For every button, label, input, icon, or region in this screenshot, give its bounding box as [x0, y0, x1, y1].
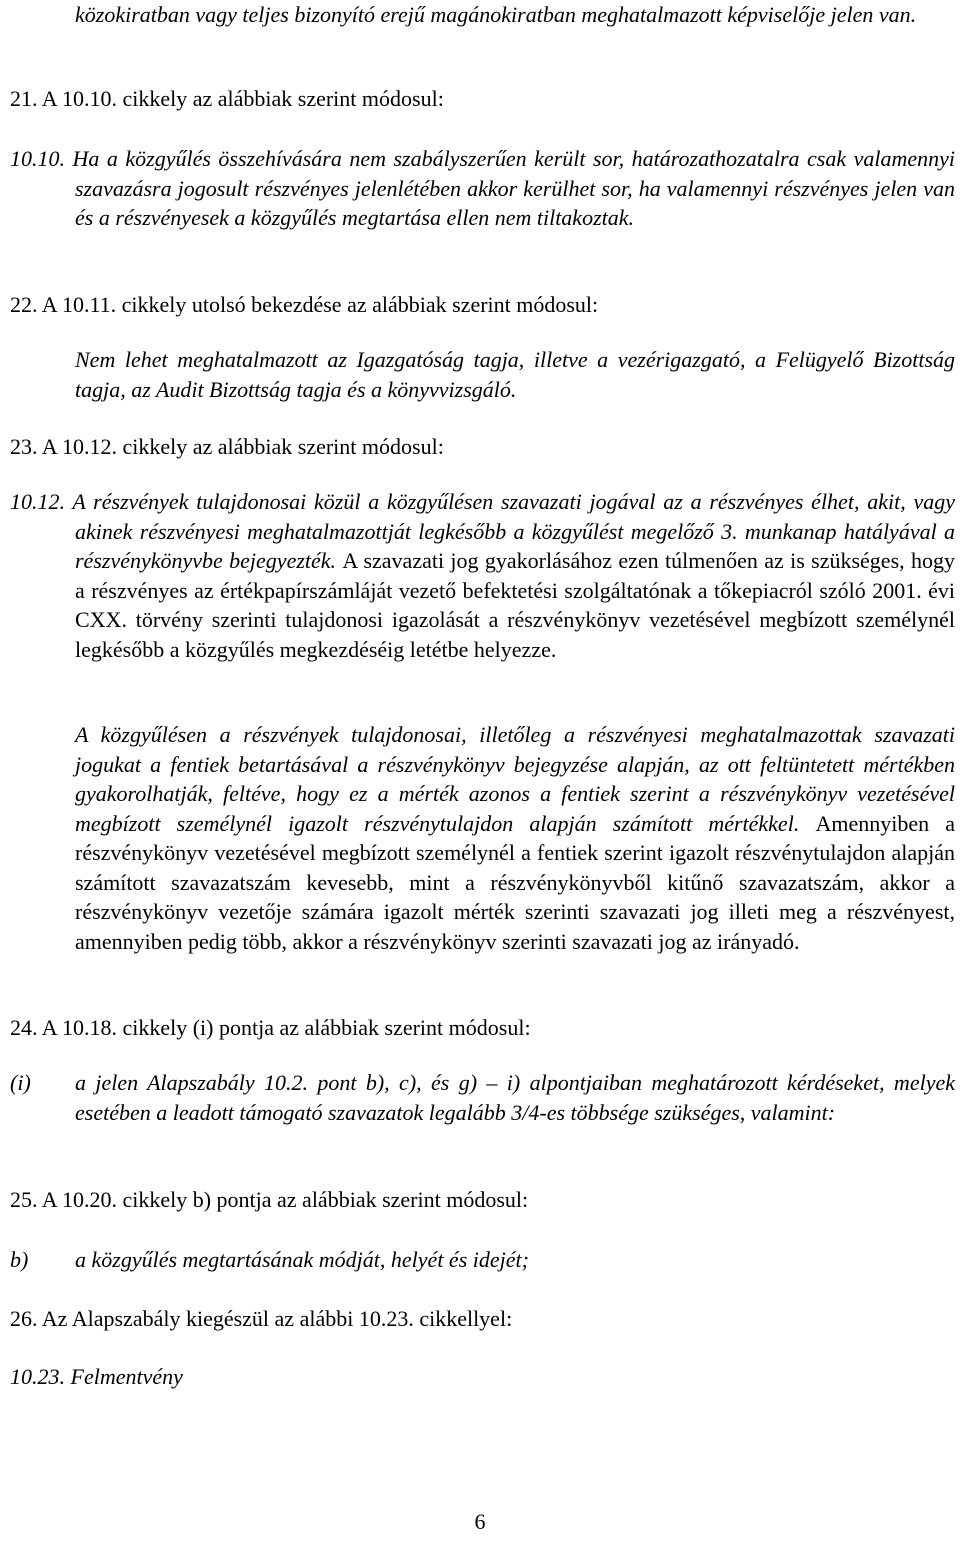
quote-10-12-paragraph-1	[10, 487, 955, 664]
quote-10-10	[10, 144, 955, 233]
point-text: a jelen Alapszabály 10.2. pont b), c), és g) – i) alpontjaiban meghatározott kérdéseket, melyek esetében a leadott támogató szavazatok legalább 3/4-es többsége szükséges, valamint:	[75, 1070, 955, 1125]
quote-text: A részvények tulajdonosai közül a közgyűlésen szavazati jogával az a részvényes élhet, akit, vagy akinek részvényesi meghatalmazottját legkésőbb a közgyűlést megelőző 3. munkanap hatályával a részvénykönyvbe bejegyezték.	[72, 489, 955, 573]
quote-text-normal: Amennyiben a részvénykönyv vezetésével megbízott személynél a fentiek szerint igazolt részvénytulajdon alapján számított szavazatszám kevesebb, mint a részvénykönyvből kitűnő szavazatszám, akkor a részvénykönyv vezetője számára igazolt mérték szerinti szavazati jog illeti meg a részvényest, amennyiben pedig több, akkor a részvénykönyv szerinti szavazati jog az irányadó.	[75, 810, 956, 954]
point-text: a közgyűlés megtartásának módját, helyét és idejét;	[75, 1247, 529, 1272]
quote-10-9-continuation: közokiratban vagy teljes bizonyító erejű magánokiratban meghatalmazott képviselője jelen van.	[75, 2, 917, 27]
amendment-heading-23: 23. A 10.12. cikkely az alábbiak szerint módosul:	[10, 434, 444, 459]
amendment-heading-22: 22. A 10.11. cikkely utolsó bekezdése az alábbiak szerint módosul:	[10, 292, 599, 317]
quote-10-23-title: 10.23. Felmentvény	[10, 1364, 183, 1389]
quote-10-12-paragraph-2	[75, 720, 955, 956]
quote-number: 10.10.	[10, 146, 65, 171]
point-label: (i)	[10, 1070, 31, 1095]
amendment-heading-26: 26. Az Alapszabály kiegészül az alábbi 10.23. cikkellyel:	[10, 1306, 513, 1331]
amendment-heading-21: 21. A 10.10. cikkely az alábbiak szerint módosul:	[10, 86, 444, 111]
amendment-heading-24: 24. A 10.18. cikkely (i) pontja az alábbiak szerint módosul:	[10, 1015, 531, 1040]
quote-text: A közgyűlésen a részvények tulajdonosai, illetőleg a részvényesi meghatalmazottak szavazati jogukat a fentiek betartásával a részvénykönyv bejegyzése alapján, az ott feltüntetett mértékben gyakorolhatják, feltéve, hogy ez a mérték azonos a fentiek szerint a részvénykönyv vezetésével megbízott személynél igazolt részvénytulajdon alapján számított mértékkel.	[75, 722, 955, 836]
quote-number: 10.12.	[10, 489, 65, 514]
quote-text: Ha a közgyűlés összehívására nem szabályszerűen került sor, határozathozatalra csak valamennyi szavazásra jogosult részvényes jelenlétében akkor kerülhet sor, ha valamennyi részvényes jelen van és a részvényesek a közgyűlés megtartása ellen nem tiltakoztak.	[72, 146, 956, 230]
point-label: b)	[10, 1247, 29, 1272]
quote-text-normal: A szavazati jog gyakorlásához ezen túlmenően az is szükséges, hogy a részvényes az értékpapírszámláját vezető befektetési szolgáltatónak a tőkepiacról szóló 2001. évi CXX. törvény szerinti tulajdonosi igazolását a részvénykönyv vezetésével megbízott személynél legkésőbb a közgyűlés megkezdéséig letétbe helyezze.	[75, 548, 956, 662]
amendment-heading-25: 25. A 10.20. cikkely b) pontja az alábbiak szerint módosul:	[10, 1187, 529, 1212]
page-number: 6	[474, 1509, 486, 1534]
quote-10-11: Nem lehet meghatalmazott az Igazgatóság tagja, illetve a vezérigazgató, a Felügyelő Bizottság tagja, az Audit Bizottság tagja és a könyvvizsgáló.	[75, 347, 955, 402]
